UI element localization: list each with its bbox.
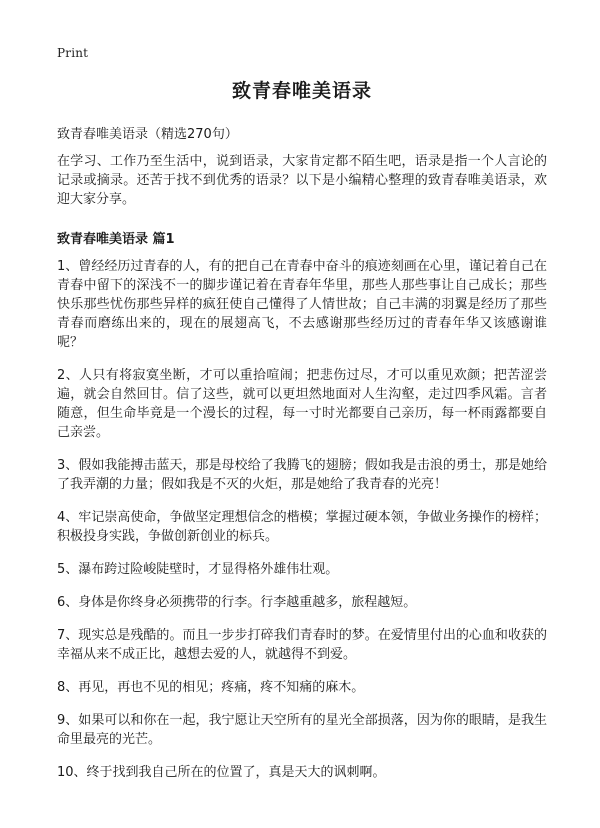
section-heading: 致青春唯美语录 篇1 bbox=[57, 232, 175, 247]
quote-item: 6、身体是你终身必须携带的行李。行李越重越多，旅程越短。 bbox=[57, 595, 417, 610]
subtitle: 致青春唯美语录（精选270句） bbox=[57, 127, 238, 142]
print-link[interactable]: Print bbox=[57, 46, 89, 60]
quote-item: 4、牢记崇高使命，争做坚定理想信念的楷模；掌握过硬本领，争做业务操作的榜样；积极投身实践，争做创新创业的标兵。 bbox=[57, 510, 547, 544]
quote-item: 3、假如我能搏击蓝天，那是母校给了我腾飞的翅膀；假如我是击浪的勇士，那是她给了我弄潮的力量；假如我是不灭的火炬，那是她给了我青春的光亮！ bbox=[57, 458, 547, 492]
quote-item: 2、人只有将寂寞坐断，才可以重拾喧闹；把悲伤过尽，才可以重见欢颜；把苦涩尝遍，就会自然回甘。信了这些，就可以更坦然地面对人生沟壑，走过四季风霜。言者随意，但生命毕竟是一个漫长的过程，每一寸时光都要自己亲历，每一杯雨露都要自己亲尝。 bbox=[57, 368, 547, 440]
quote-item: 1、曾经经历过青春的人，有的把自己在青春中奋斗的痕迹刻画在心里，谨记着自己在青春中留下的深浅不一的脚步谨记着在青春年华里，那些人那些事让自己成长；那些快乐那些忧伤那些异样的疯狂使自己懂得了人情世故；自己丰满的羽翼是经历了那些青春而磨练出来的，现在的展翅高飞，不去感谢那些经历过的青春年华又该感谢谁呢？ bbox=[57, 259, 547, 350]
quote-item: 9、如果可以和你在一起，我宁愿让天空所有的星光全部损落，因为你的眼睛，是我生命里最亮的光芒。 bbox=[57, 713, 547, 747]
page-title: 致青春唯美语录 bbox=[231, 80, 372, 102]
quote-item: 5、瀑布跨过险峻陡壁时，才显得格外雄伟壮观。 bbox=[57, 562, 339, 577]
document-body bbox=[57, 76, 547, 796]
quote-item: 7、现实总是残酷的。而且一步步打碎我们青春时的梦。在爱情里付出的心血和收获的幸福从来不成正比，越想去爱的人，就越得不到爱。 bbox=[57, 628, 547, 662]
quote-item: 8、再见，再也不见的相见；疼痛，疼不知痛的麻木。 bbox=[57, 680, 365, 695]
quote-item: 10、终于找到我自己所在的位置了，真是天大的讽刺啊。 bbox=[57, 765, 386, 780]
intro-paragraph: 在学习、工作乃至生活中，说到语录，大家肯定都不陌生吧，语录是指一个人言论的记录或摘录。还苦于找不到优秀的语录？以下是小编精心整理的致青春唯美语录，欢迎大家分享。 bbox=[57, 154, 547, 207]
